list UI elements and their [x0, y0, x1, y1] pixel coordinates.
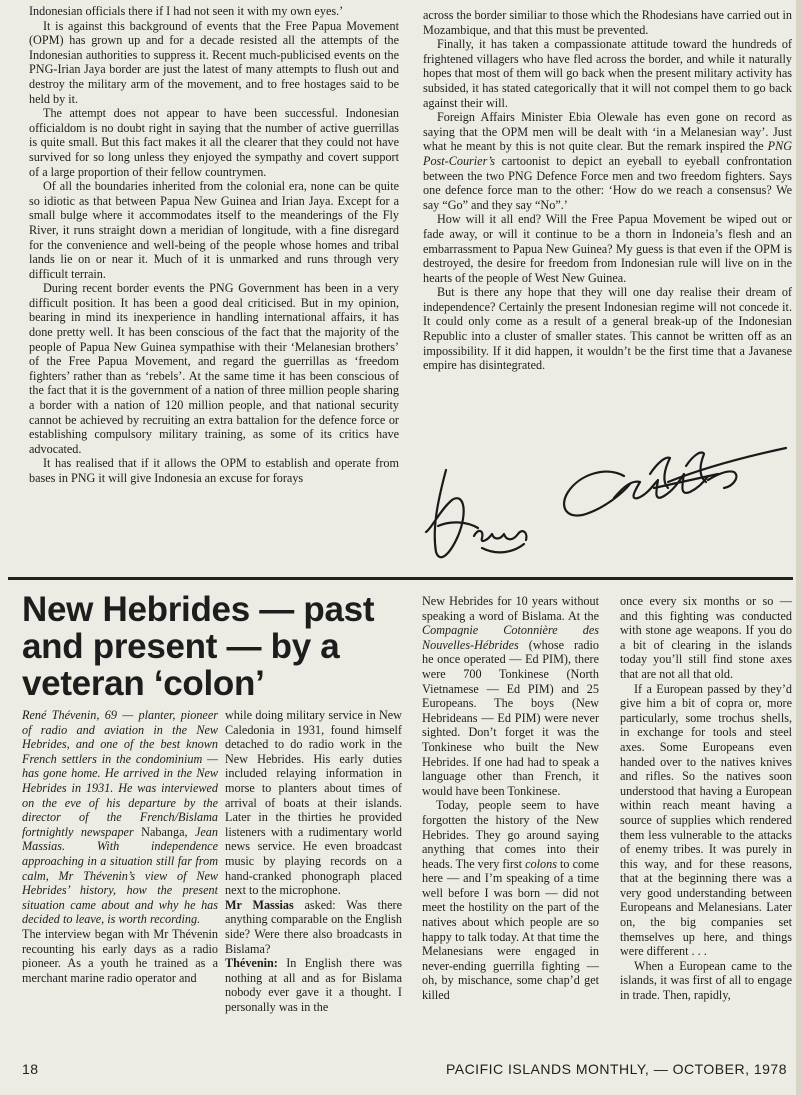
- emphasis: colons: [525, 856, 557, 871]
- text-run: René Thévenin, 69 — planter, pioneer of radio and aviation in the New Hebrides, and one of the best known French settlers in the condominium — has gone home. He arrived in the New Hebrides in 1931. He was interviewed on the eve of his departure by the director of the French/Bislama fortnightly newspaper: [22, 708, 218, 839]
- paragraph: [422, 798, 599, 1002]
- paragraph: When a European came to the islands, it was first of all to engage in trade. Then, rapidly,: [620, 958, 792, 1003]
- article-column-4: [620, 594, 792, 1054]
- paragraph: [423, 110, 792, 212]
- newspaper-name: Nabanga: [141, 824, 185, 839]
- handwritten-signature: [418, 440, 788, 570]
- text-run: New Hebrides for 10 years without speaking a word of Bislama. At the: [422, 594, 599, 623]
- paragraph: The interview began with Mr Thévenin recounting his early days as a radio pioneer. As a youth he trained as a merchant marine radio operator and: [22, 926, 218, 985]
- page-number: 18: [22, 1061, 39, 1077]
- standfirst: [22, 708, 218, 927]
- paragraph: How will it all end? Will the Free Papua Movement be wiped out or fade away, or will it continue to be a thorn in Indoneia’s flesh and an embarrassment to Papua New Guinea? My guess is that even if the OPM is destroyed, the desire for freedom from Indonesian rule will live on in the hearts of the people of West New Guinea.: [423, 212, 792, 285]
- paragraph: across the border similiar to those which the Rhodesians have carried out in Mozambique, and that this must be prevented.: [423, 8, 792, 37]
- text-run: In English there was nothing at all and as for Bislama nobody ever gave it a thought. I personally was in the: [225, 956, 402, 1014]
- running-footer-title: PACIFIC ISLANDS MONTHLY, — OCTOBER, 1978: [445, 1061, 787, 1077]
- interview-question: [225, 898, 402, 956]
- paragraph: [422, 594, 599, 798]
- speaker-name: Mr Massias: [225, 897, 294, 912]
- paragraph: It is against this background of events that the Free Papua Movement (OPM) has grown up and for a decade resisted all the attempts of the Indonesian authorities to suppress it. Recent much-publicised events on the PNG-Irian Jaya border are just the latest of many attempts to flush out and destroy the military arm of the movement, and to free hostages said to be held by it.: [29, 18, 399, 106]
- paragraph: During recent border events the PNG Government has been in a very difficult position. It has been a good deal criticised. But in my opinion, bearing in mind its inexperience in handling international affairs, it has done pretty well. It has been conscious of the fact that the majority of the people of Papua New Guinea sympathise with their ‘Melanesian brothers’ of the Free Papua Movement, and regard the guerrillas as ‘freedom fighters’ rather than as ‘rebels’. At the same time it has been conscious of the fact that it is the government of a nation of three million people sharing a border with a nation of 120 million people, and that national security cannot be achieved by recruiting an extra battalion for the defence force or establishing compulsory military training, as some of its critics have advocated.: [29, 281, 399, 456]
- paragraph: Of all the boundaries inherited from the colonial era, none can be quite so idiotic as that between Papua New Guinea and Irian Jaya. Except for a small bulge where it accommodates itself to the meanderings of the Fly River, it runs straight down a meridian of longitude, with a fine disregard for the convenience and well-being of the people whose homes and tribal lands lie on or near it. Much of it is unmarked and runs through very difficult terrain.: [29, 179, 399, 281]
- text-run: Foreign Affairs Minister Ebia Olewale has even gone on record as saying that the OPM men will be dealt with ‘in a Melanesian way’. Just what he meant by this is not quite clear. But the remark inspired the: [423, 110, 792, 154]
- newspaper-name: PNG Post-Courier’s: [423, 139, 792, 168]
- paragraph: It has realised that if it allows the OPM to establish and operate from bases in PNG it will give Indonesia an excuse for forays: [29, 456, 399, 485]
- company-name: Compagnie Cotonnière des Nouvelles-Hébrides: [422, 623, 599, 652]
- section-divider: [8, 577, 793, 580]
- paragraph: Finally, it has taken a compassionate attitude toward the hundreds of frightened villagers who have fled across the border, and while it naturally hopes that most of them will go back when the present military activity has subsided, it has stated categorically that it will not compel them to go back against their will.: [423, 37, 792, 110]
- text-run: (whose radio he once operated — Ed PIM), there were 700 Tonkinese (North Vietnamese — Ed PIM) and 25 Europeans. The boys (New Hebrideans — Ed PIM) were never sighted. Don’t forget it was the Tonkinese who built the New Hebrides. If one had had to speak a language other than French, it would have been Tonkinese.: [422, 637, 599, 798]
- paragraph: Indonesian officials there if I had not seen it with my own eyes.’: [29, 4, 344, 18]
- speaker-name: Thévenin:: [225, 956, 278, 971]
- top-right-column: [423, 8, 792, 438]
- paragraph: while doing military service in New Caledonia in 1931, found himself detached to do radio work in the New Hebrides. His early duties included relaying information in morse to planters about times of arrival of boats at their islands. Later in the thirties he provided listeners with a rudimentary world news service. He even broadcast music by playing records on a hand-cranked phonograph placed next to the microphone.: [225, 708, 402, 898]
- article-headline: New Hebrides — past and present — by a veteran ‘colon’: [22, 590, 375, 703]
- article-intro-column: [22, 708, 218, 1053]
- text-run: Today, people seem to have forgotten the history of the New Hebrides. They go around saying anything that comes into their heads. The very first: [422, 798, 599, 871]
- paragraph: The attempt does not appear to have been successful. Indonesian officialdom is no doubt right in saying that the number of active guerrillas is quite small. But this fact makes it all the clearer that they could not have survived for so long unless they enjoyed the sympathy and covert support of a large proportion of their fellow countrymen.: [29, 106, 399, 179]
- article-column-2: [225, 708, 402, 1053]
- text-run: cartoonist to depict an eyeball to eyeball confrontation between the two PNG Defence Force men and two freedom fighters. Says one defence force man to the other: ‘How do we reach a consensus? We say “Go” and they say “No”.’: [423, 153, 792, 212]
- top-left-column: [29, 4, 399, 569]
- interview-answer: [225, 956, 402, 1014]
- page-edge-shadow: [796, 0, 801, 1095]
- article-column-3: [422, 594, 599, 1054]
- text-run: asked: Was there anything comparable on the English side? Were there also broadcasts in Bislama?: [225, 897, 402, 956]
- paragraph: once every six months or so — and this fighting was conducted with stone age weapons. If you do a bit of clearing in the islands today you’ll still find stone axes that are not all that old.: [620, 594, 792, 681]
- paragraph: If a European passed by they’d give him a bit of copra or, more particularly, some trochus shells, in exchange for tools and steel axes. Some Europeans even handed over to the natives knives and rifles. So the natives soon understood that having a European within reach meant having a source of supplies which rendered them less vulnerable to the attacks of enemy tribes. It was purely in this way, and for these reasons, that at the beginning there was a very good understanding between Europeans and Melanesians. Later on, the big companies set themselves up here, and things were different . . .: [620, 681, 792, 959]
- text-run: , Jean Massias. With independence approaching in a situation still far from calm, Mr Thévenin’s view of New Hebrides’ history, how the present situation came about and why he has decided to leave, is worth recording.: [22, 824, 218, 927]
- paragraph: But is there any hope that they will one day realise their dream of independence? Certainly the present Indonesian regime will not concede it. It could only come as a result of a general break-up of the Indonesian Republic into a cluster of smaller states. This cannot be written off as an impossibility. If it did happen, it wouldn’t be the first time that a Javanese empire has disintegrated.: [423, 285, 792, 373]
- text-run: to come here — and I’m speaking of a time well before I was born — did not meet the hostility on the part of the natives about which people are so happy to talk today. At that time the Melanesians were engaged in never-ending guerrilla fighting — oh, by mischance, some chap’d get killed: [422, 856, 599, 1003]
